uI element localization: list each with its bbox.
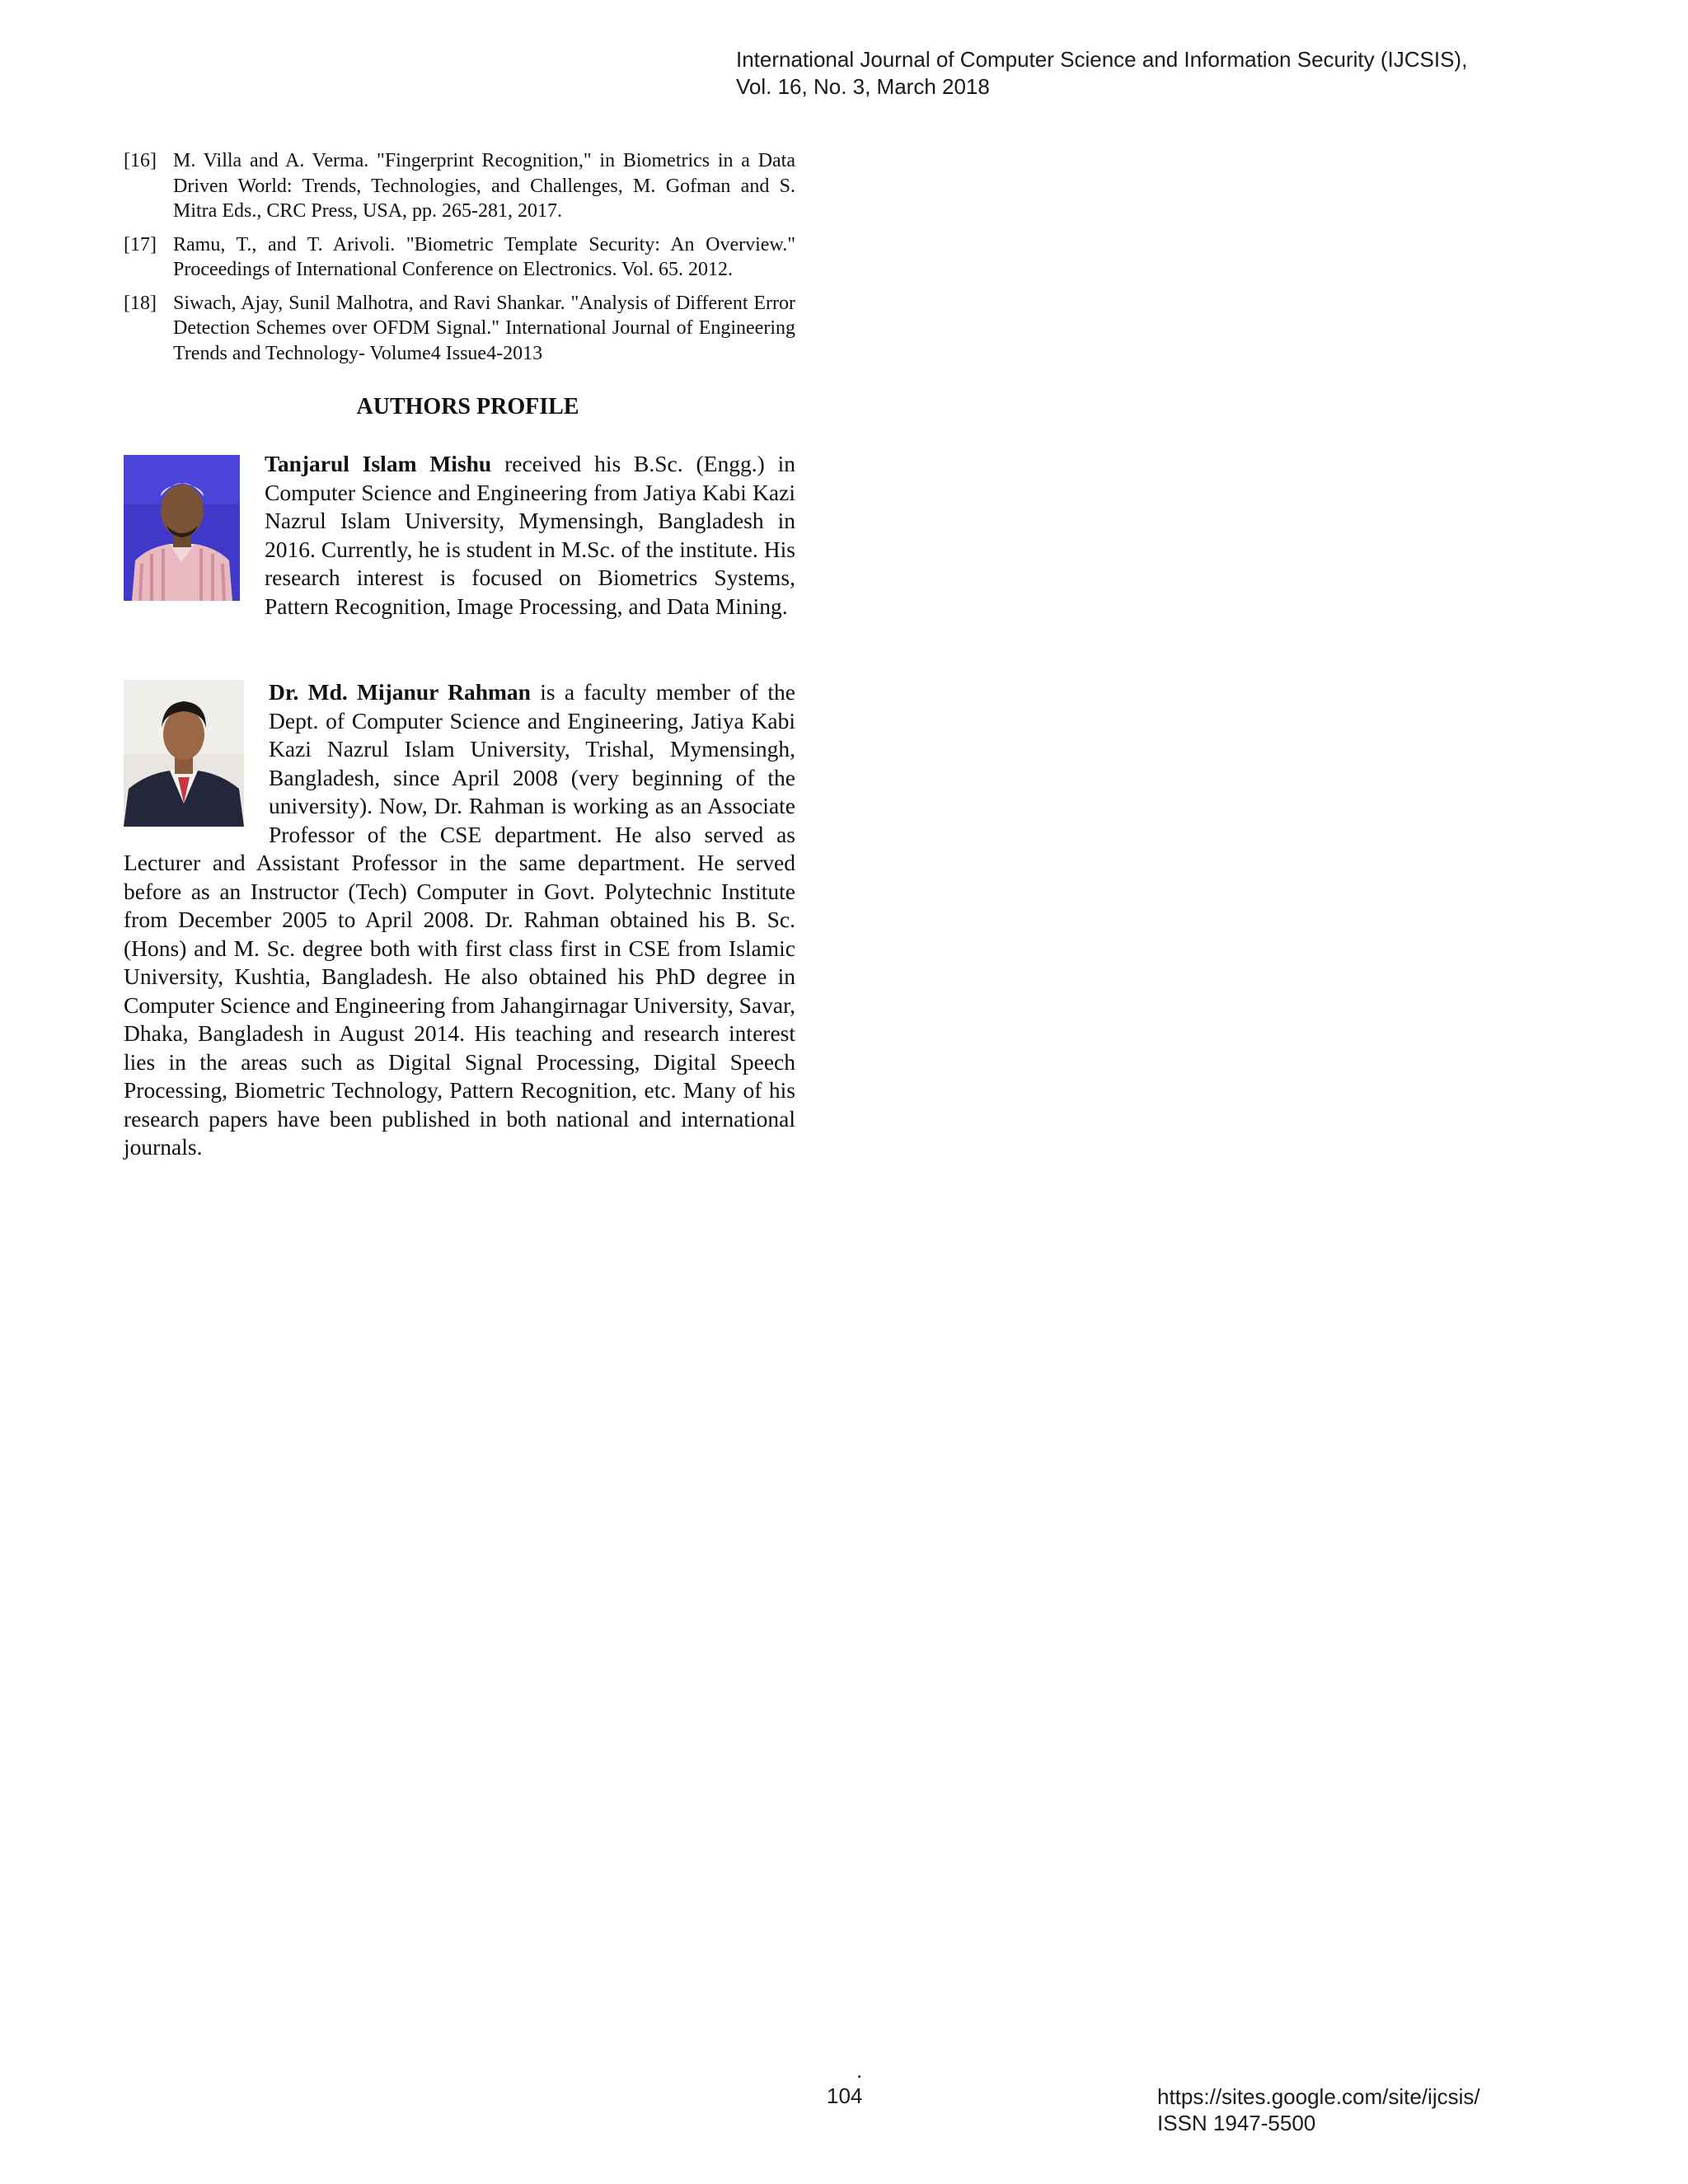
page-number: 104	[827, 2083, 863, 2108]
reference-item	[124, 232, 795, 283]
author-name: Dr. Md. Mijanur Rahman	[269, 679, 531, 705]
reference-text: Ramu, T., and T. Arivoli. "Biometric Template Security: An Overview." Proceedings of International Conference on Electronics. Vol. 65. 2012.	[173, 233, 795, 280]
journal-title-line: International Journal of Computer Science and Information Security (IJCSIS),	[736, 47, 1468, 72]
author-name: Tanjarul Islam Mishu	[265, 451, 492, 476]
reference-text: Siwach, Ajay, Sunil Malhotra, and Ravi Shankar. "Analysis of Different Error Detection Schemes over OFDM Signal." International Journal of Engineering Trends and Technology- Volume4 Issue4-2013	[173, 292, 795, 364]
author-bio: is a faculty member of the Dept. of Computer Science and Engineering, Jatiya Kabi Kazi Nazrul Islam University, Trishal, Mymensingh, Bangladesh, since April 2008 (very beginning of the university). Now, Dr. Rahman is working as an Associate Professor of the CSE department. He also served as Lecturer and Assistant Professor in the same department. He served before as an Instructor (Tech) Computer in Govt. Polytechnic Institute from December 2005 to April 2008. Dr. Rahman obtained his B. Sc. (Hons) and M. Sc. degree both with first class first in CSE from Islamic University, Kushtia, Bangladesh. He also obtained his PhD degree in Computer Science and Engineering from Jahangirnagar University, Savar, Dhaka, Bangladesh in August 2014. His teaching and research interest lies in the areas such as Digital Signal Processing, Digital Speech Processing, Biometric Technology, Pattern Recognition, etc. Many of his research papers have been published in both national and international journals.	[124, 679, 795, 1160]
journal-header	[736, 46, 1467, 101]
reference-item	[124, 291, 795, 367]
reference-number: [16]	[124, 150, 157, 171]
authors-profile-heading: AUTHORS PROFILE	[356, 394, 579, 419]
reference-text: M. Villa and A. Verma. "Fingerprint Recognition," in Biometrics in a Data Driven World: Trends, Technologies, and Challenges, M. Gofman and S. Mitra Eds., CRC Press, USA, pp. 265-281, 2017.	[173, 150, 795, 222]
reference-number: [18]	[124, 292, 157, 314]
footer-dot: .	[856, 2058, 863, 2083]
reference-number: [17]	[124, 233, 157, 255]
author-photo	[124, 455, 240, 601]
author-photo	[124, 680, 244, 827]
author-bio: received his B.Sc. (Engg.) in Computer Science and Engineering from Jatiya Kabi Kazi Nazrul Islam University, Mymensingh, Bangladesh in 2016. Currently, he is student in M.Sc. of the institute. His research interest is focused on Biometrics Systems, Pattern Recognition, Image Processing, and Data Mining.	[265, 451, 795, 619]
reference-item	[124, 148, 795, 224]
left-column	[124, 148, 795, 1162]
author-profile	[124, 678, 795, 1162]
issn: ISSN 1947-5500	[1157, 2111, 1316, 2135]
author-profile	[124, 450, 795, 621]
journal-url: https://sites.google.com/site/ijcsis/	[1157, 2084, 1480, 2109]
footer-info	[1157, 2083, 1480, 2136]
journal-volume-line: Vol. 16, No. 3, March 2018	[736, 74, 990, 99]
reference-list	[124, 148, 795, 366]
